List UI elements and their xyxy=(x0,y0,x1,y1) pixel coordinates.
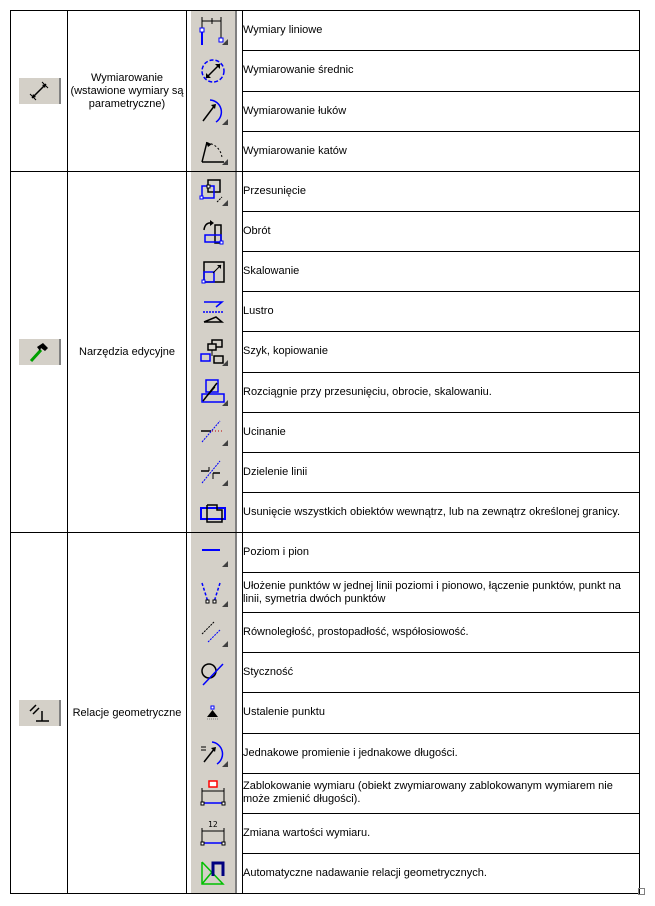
diameter-dimension-button[interactable] xyxy=(191,51,235,91)
equal-radius-button[interactable] xyxy=(191,733,235,773)
flyout-corner-icon xyxy=(222,561,228,567)
icon-strip xyxy=(191,533,237,893)
category-label: Wymiarowanie (wstawione wymiary są parametryczne) xyxy=(68,11,187,172)
description-cell: Wymiarowanie łuków xyxy=(243,91,640,131)
fix-point-button[interactable] xyxy=(191,693,235,733)
dimension-tool-icon xyxy=(27,80,51,102)
flyout-corner-icon xyxy=(222,200,228,206)
scale-icon xyxy=(198,257,228,287)
linear-dimension-button[interactable] xyxy=(191,11,235,51)
description-cell: Jednakowe promienie i jednakowe długości. xyxy=(243,733,640,773)
flyout-corner-icon xyxy=(222,440,228,446)
category-label: Relacje geometryczne xyxy=(68,533,187,894)
description-cell: Ustalenie punktu xyxy=(243,693,640,733)
icon-strip-cell xyxy=(187,11,243,172)
hammer-icon xyxy=(27,341,51,363)
tool-cell xyxy=(11,11,68,172)
table-row xyxy=(11,11,640,51)
change-dimension-value-icon xyxy=(198,818,228,848)
table-row xyxy=(11,172,640,212)
geometric-relations-button[interactable] xyxy=(17,700,61,726)
scale-button[interactable] xyxy=(191,252,235,292)
description-cell: Usunięcie wszystkich obiektów wewnątrz, lub na zewnątrz określonej granicy. xyxy=(243,492,640,532)
flyout-corner-icon xyxy=(222,39,228,45)
tangent-icon xyxy=(198,658,228,688)
lock-dimension-icon xyxy=(198,778,228,808)
auto-relations-button[interactable] xyxy=(191,853,235,893)
description-cell: Wymiarowanie katów xyxy=(243,131,640,171)
description-cell: Obrót xyxy=(243,212,640,252)
description-cell: Wymiarowanie średnic xyxy=(243,51,640,91)
tangent-button[interactable] xyxy=(191,653,235,693)
horizontal-vertical-button[interactable] xyxy=(191,533,235,573)
description-cell: Lustro xyxy=(243,292,640,332)
rotate-icon xyxy=(198,217,228,247)
icon-strip xyxy=(191,11,237,171)
tool-cell xyxy=(11,533,68,894)
description-cell: Poziom i pion xyxy=(243,533,640,573)
toolbar-reference-table xyxy=(10,10,640,894)
description-cell: Równoległość, prostopadłość, współosiowość. xyxy=(243,613,640,653)
description-cell: Styczność xyxy=(243,653,640,693)
category-label: Narzędzia edycyjne xyxy=(68,172,187,533)
auto-relations-icon xyxy=(198,858,228,888)
arc-dimension-button[interactable] xyxy=(191,91,235,131)
split-line-button[interactable] xyxy=(191,452,235,492)
description-cell: Wymiary liniowe xyxy=(243,11,640,51)
flyout-corner-icon xyxy=(222,400,228,406)
end-of-cell-marker xyxy=(638,888,645,895)
description-cell: Zmiana wartości wymiaru. xyxy=(243,813,640,853)
boundary-delete-button[interactable] xyxy=(191,492,235,532)
description-cell: Ułożenie punktów w jednej linii poziomi i pionowo, łączenie punktów, punkt na linii, symetria dwóch punktów xyxy=(243,573,640,613)
description-cell: Skalowanie xyxy=(243,252,640,292)
dimension-tool-button[interactable] xyxy=(17,78,61,104)
diameter-dimension-icon xyxy=(198,56,228,86)
mirror-button[interactable] xyxy=(191,292,235,332)
table-row xyxy=(11,533,640,573)
point-alignment-button[interactable] xyxy=(191,573,235,613)
icon-strip xyxy=(191,172,237,532)
description-cell: Ucinanie xyxy=(243,412,640,452)
description-cell: Rozciągnie przy przesunięciu, obrocie, skalowaniu. xyxy=(243,372,640,412)
flyout-corner-icon xyxy=(222,641,228,647)
stretch-button[interactable] xyxy=(191,372,235,412)
fix-point-icon xyxy=(198,698,228,728)
flyout-corner-icon xyxy=(222,119,228,125)
edit-tools-button[interactable] xyxy=(17,339,61,365)
description-cell: Dzielenie linii xyxy=(243,452,640,492)
boundary-delete-icon xyxy=(198,497,228,527)
change-dimension-value-button[interactable] xyxy=(191,813,235,853)
lock-dimension-button[interactable] xyxy=(191,773,235,813)
description-cell: Przesunięcie xyxy=(243,172,640,212)
array-copy-button[interactable] xyxy=(191,332,235,372)
angle-dimension-button[interactable] xyxy=(191,131,235,171)
flyout-corner-icon xyxy=(222,601,228,607)
svg-text:12: 12 xyxy=(208,820,218,829)
trim-button[interactable] xyxy=(191,412,235,452)
parallel-button[interactable] xyxy=(191,613,235,653)
mirror-icon xyxy=(198,297,228,327)
flyout-corner-icon xyxy=(222,360,228,366)
flyout-corner-icon xyxy=(222,761,228,767)
move-button[interactable] xyxy=(191,172,235,212)
rotate-button[interactable] xyxy=(191,212,235,252)
tool-cell xyxy=(11,172,68,533)
geometric-relations-icon xyxy=(27,702,51,724)
flyout-corner-icon xyxy=(222,480,228,486)
description-cell: Automatyczne nadawanie relacji geometrycznych. xyxy=(243,853,640,893)
flyout-corner-icon xyxy=(222,159,228,165)
icon-strip-cell xyxy=(187,172,243,533)
icon-strip-cell xyxy=(187,533,243,894)
description-cell: Szyk, kopiowanie xyxy=(243,332,640,372)
description-cell: Zablokowanie wymiaru (obiekt zwymiarowany zablokowanym wymiarem nie może zmienić długości). xyxy=(243,773,640,813)
